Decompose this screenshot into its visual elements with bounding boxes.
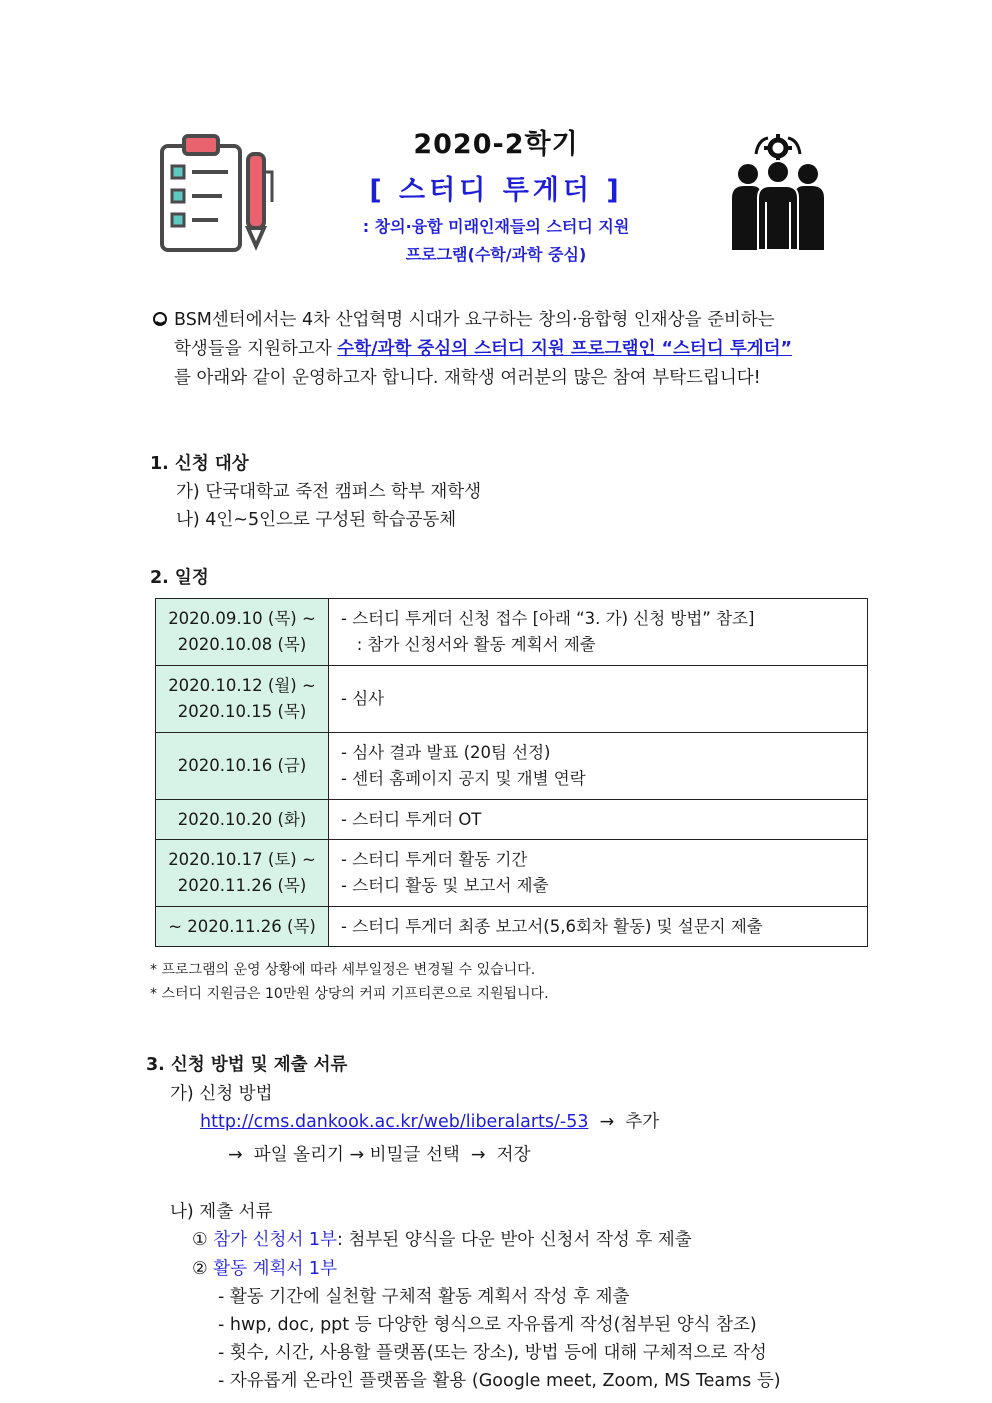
- intro-highlight: 수학/과학 중심의 스터디 지원 프로그램인 “스터디 투게더”: [337, 339, 793, 359]
- apply-url-line: [200, 1108, 659, 1133]
- submit-docs-heading: 나) 제출 서류: [170, 1202, 273, 1222]
- section3-heading: 3. 신청 방법 및 제출 서류: [146, 1055, 348, 1075]
- program-description-line2: 프로그램(수학/과학 중심): [405, 245, 587, 264]
- table-row: [156, 800, 868, 840]
- schedule-note: * 스터디 지원금은 10만원 상당의 커피 기프티콘으로 지원됩니다.: [150, 986, 549, 1002]
- table-row: [156, 666, 868, 733]
- schedule-content: - 스터디 투게더 OT: [329, 800, 868, 840]
- doc1-description: : 첨부된 양식을 다운 받아 신청서 작성 후 제출: [336, 1230, 692, 1250]
- section1-heading: 1. 신청 대상: [150, 454, 249, 474]
- semester-title: 2020-2학기: [413, 129, 579, 160]
- intro-line2: 학생들을 지원하고자: [174, 339, 338, 359]
- table-row: [156, 599, 868, 666]
- section2-heading: 2. 일정: [150, 568, 209, 588]
- table-row: [156, 733, 868, 800]
- intro-line3: 를 아래와 같이 운영하고자 합니다. 재학생 여러분의 많은 참여 부탁드립니다!: [174, 368, 761, 388]
- hollow-circle-bullet-icon: [152, 306, 174, 335]
- apply-method-heading: 가) 신청 방법: [170, 1084, 273, 1104]
- section1-item: 나) 4인~5인으로 구성된 학습공동체: [176, 510, 457, 530]
- schedule-date: 2020.09.10 (목) ~ 2020.10.08 (목): [156, 599, 329, 666]
- doc2-title: 활동 계획서 1부: [213, 1259, 337, 1279]
- schedule-date: 2020.10.20 (화): [156, 800, 329, 840]
- intro-paragraph: [152, 306, 862, 393]
- doc2-line: ② 활동 계획서 1부: [192, 1259, 337, 1279]
- program-name: [ 스터디 투게더 ]: [369, 175, 623, 206]
- table-row: [156, 907, 868, 947]
- doc2-item: - hwp, doc, ppt 등 다양한 형식으로 자유롭게 작성(첨부된 양식 참조): [218, 1315, 757, 1335]
- doc1-line: ① 참가 신청서 1부: 첨부된 양식을 다운 받아 신청서 작성 후 제출: [192, 1230, 692, 1250]
- schedule-date: 2020.10.17 (토) ~ 2020.11.26 (목): [156, 840, 329, 907]
- doc1-title: 참가 신청서 1부: [213, 1230, 337, 1250]
- program-description-line1: : 창의·융합 미래인재들의 스터디 지원: [362, 217, 630, 236]
- intro-line1: BSM센터에서는 4차 산업혁명 시대가 요구하는 창의·융합형 인재상을 준비하는: [174, 310, 775, 330]
- doc2-item: - 자유롭게 온라인 플랫폼을 활용 (Google meet, Zoom, MS Teams 등): [218, 1371, 781, 1391]
- schedule-note: * 프로그램의 운영 상황에 따라 세부일정은 변경될 수 있습니다.: [150, 962, 536, 978]
- schedule-date: 2020.10.12 (월) ~ 2020.10.15 (목): [156, 666, 329, 733]
- schedule-content: - 심사 결과 발표 (20팀 선정) - 센터 홈페이지 공지 및 개별 연락: [329, 733, 868, 800]
- section1-item: 가) 단국대학교 죽전 캠퍼스 학부 재학생: [176, 482, 482, 502]
- apply-url-suffix: → 추가: [588, 1112, 660, 1132]
- schedule-content: - 스터디 투게더 최종 보고서(5,6회차 활동) 및 설문지 제출: [329, 907, 868, 947]
- schedule-table: [155, 598, 868, 947]
- schedule-date: ~ 2020.11.26 (목): [156, 907, 329, 947]
- schedule-content: - 심사: [329, 666, 868, 733]
- schedule-content: - 스터디 투게더 활동 기간 - 스터디 활동 및 보고서 제출: [329, 840, 868, 907]
- table-row: [156, 840, 868, 907]
- apply-url-link[interactable]: http://cms.dankook.ac.kr/web/liberalarts/-53: [200, 1112, 589, 1132]
- schedule-content: - 스터디 투게더 신청 접수 [아래 “3. 가) 신청 방법” 참조] : 참가 신청서와 활동 계획서 제출: [329, 599, 868, 666]
- schedule-date: 2020.10.16 (금): [156, 733, 329, 800]
- doc2-item: - 활동 기간에 실천할 구체적 활동 계획서 작성 후 제출: [218, 1287, 630, 1307]
- apply-steps: → 파일 올리기 → 비밀글 선택 → 저장: [228, 1145, 531, 1165]
- doc2-item: - 횟수, 시간, 사용할 플랫폼(또는 장소), 방법 등에 대해 구체적으로 작성: [218, 1343, 767, 1363]
